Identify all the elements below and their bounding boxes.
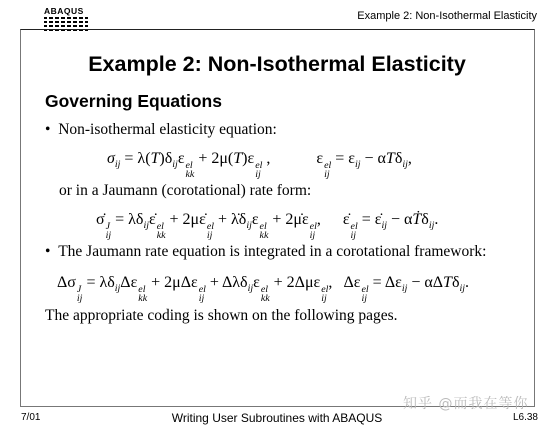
header-section-title: Example 2: Non-Isothermal Elasticity (357, 10, 537, 22)
footer-date: 7/01 (21, 412, 41, 423)
bullet-dot: • (45, 121, 59, 138)
bullet-1-text: Non-isothermal elasticity equation: (58, 121, 277, 138)
abaqus-logo (44, 6, 90, 31)
slide-subtitle: Governing Equations (45, 91, 222, 111)
equation-corotational-increment: Δσ J ij = $\lambda\delta_{ij}\Delta\varepsilon$ el kk + 2μΔε el ij + Δλδ$_{ij}$ε el kk + 2Δμε el ij , Δε el ij = $\Delta\varepsilon_{ij} - \alpha\Delta T\delta_{ij}$. (57, 274, 470, 305)
logo-text: ABAQUS (44, 6, 84, 16)
watermark: 知乎 @而我在等你 (403, 396, 529, 412)
rate-form-text: or in a Jaumann (corotational) rate form: (59, 182, 312, 199)
coding-text: The appropriate coding is shown on the following pages. (45, 307, 398, 324)
footer-page-number: L6.38 (512, 412, 538, 423)
bullet-1 (45, 121, 277, 139)
bullet-2 (45, 243, 486, 261)
bullet-2-text: The Jaumann rate equation is integrated in a corotational framework: (58, 243, 487, 260)
footer-course-title: Writing User Subroutines with ABAQUS (171, 411, 383, 425)
equation-nonisothermal: $\sigma_{ij} = \lambda(T)\delta_{ij}\varepsilon$ el kk + 2μ(T)ε el ij , ε el ij = $\varepsilon_{ij} - \alpha T\delta_{ij}$, (107, 150, 412, 181)
slide-title: Example 2: Non-Isothermal Elasticity (88, 52, 466, 76)
equation-jaumann-rate: σ̇ J ij = $\lambda\delta_{ij}\varepsiloṅ$ el kk + 2με̇ el ij + $\lambdȧ\delta_{ij}\varepsilon$ el kk + 2μ̇ε el ij , ε̇ el ij = $\varepsiloṅ_{ij}$ − αṪδ$_{ij}$. (96, 211, 439, 242)
bullet-dot: • (45, 243, 59, 260)
